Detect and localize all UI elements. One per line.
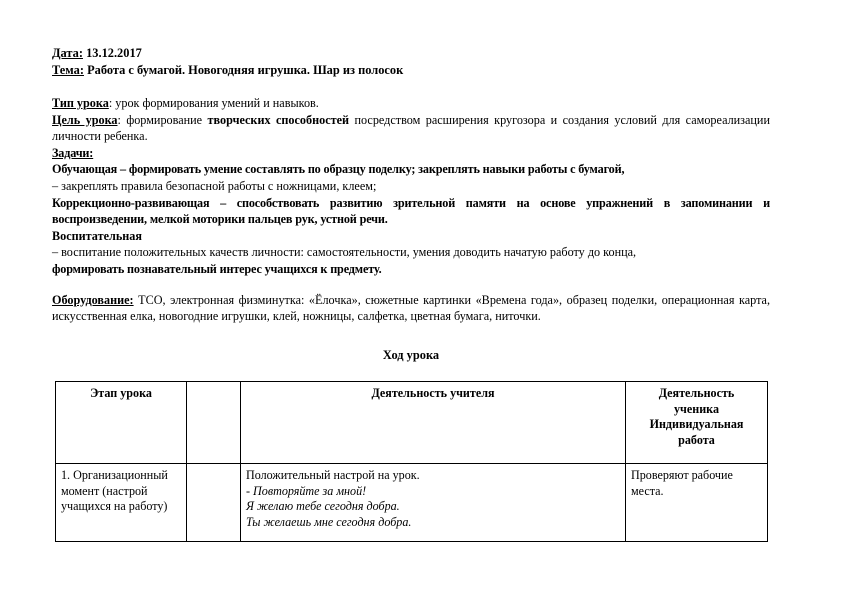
document-body <box>52 45 770 542</box>
column-header-blank <box>187 382 241 464</box>
date-line <box>52 45 770 62</box>
column-header-teacher-activity: Деятельность учителя <box>241 382 626 464</box>
cell-stage <box>56 464 187 542</box>
table-row <box>56 464 768 542</box>
cell-teacher-line-3: Я желаю тебе сегодня добра. <box>246 499 400 514</box>
topic-label: Тема: <box>52 63 84 77</box>
tasks-heading <box>52 145 770 162</box>
column-header-pupil-line-3: Индивидуальная <box>649 417 744 432</box>
lesson-goal-emphasis: творческих способностей <box>207 112 350 127</box>
task-item-vospitatelnaya: Воспитательная <box>52 228 142 243</box>
column-header-stage: Этап урока <box>56 382 187 464</box>
task-item-korrekcionno-razvivayushchaya: Коррекционно-развивающая – способствовать развитию зрительной памяти на основе упражнений в запоминании и воспроизведении, мелкой моторики пальцев рук, устной речи. <box>52 195 770 227</box>
task-item-obuchayushchaya: Обучающая – формировать умение составлять по образцу поделку; закреплять навыки работы с бумагой, <box>52 162 625 177</box>
task-item-cognitive-interest: формировать познавательный интерес учащихся к предмету. <box>52 261 382 276</box>
equipment-text: ТСО, электронная физминутка: «Ёлочка», сюжетные картинки «Времена года», образец поделки, операционная карта, искусственная елка, новогодние игрушки, клей, ножницы, салфетка, цветная бумага, ниточки. <box>52 292 770 324</box>
date-value: 13.12.2017 <box>86 46 142 60</box>
spacer-after-heading <box>52 79 770 95</box>
cell-teacher-activity <box>241 464 626 542</box>
cell-blank <box>187 464 241 542</box>
date-label: Дата: <box>52 46 83 60</box>
column-header-pupil-line-2: ученика <box>673 401 719 416</box>
cell-teacher-line-1: Положительный настрой на урок. <box>246 468 420 483</box>
cell-stage-line-3: учащихся на работу) <box>61 499 168 514</box>
cell-pupil-line-1: Проверяют рабочие <box>631 468 733 483</box>
cell-teacher-line-4: Ты желаешь мне сегодня добра. <box>246 514 412 529</box>
topic-value: Работа с бумагой. Новогодняя игрушка. Шар из полосок <box>87 63 404 77</box>
cell-pupil-line-2: места. <box>631 483 664 498</box>
lesson-flow-title: Ход урока <box>382 347 440 362</box>
cell-stage-line-1: 1. Организационный <box>61 468 168 483</box>
lesson-flow-table <box>55 381 768 542</box>
topic-line <box>52 62 770 79</box>
task-item-personal-qualities: – воспитание положительных качеств личности: самостоятельности, умения доводить начатую работу до конца, <box>52 245 637 260</box>
lesson-goal-suffix: посредством расширения кругозора и создания условий для самореализации личности ребенка. <box>52 112 770 144</box>
lesson-type-value: : урок формирования умений и навыков. <box>108 96 319 110</box>
spacer-before-equipment <box>52 278 770 292</box>
equipment-paragraph <box>52 292 770 325</box>
table-header-row <box>56 382 768 464</box>
cell-pupil-activity <box>626 464 768 542</box>
lesson-type-line <box>52 95 770 112</box>
lesson-goal-paragraph <box>52 112 770 145</box>
lesson-goal-prefix: : формирование <box>117 112 208 127</box>
tasks-heading-label: Задачи: <box>52 145 94 160</box>
cell-stage-line-2: момент (настрой <box>61 483 148 498</box>
equipment-label: Оборудование: <box>52 292 134 307</box>
lesson-goal-label: Цель урока <box>52 112 118 127</box>
column-header-pupil-activity <box>626 382 768 464</box>
cell-teacher-line-2: - Повторяйте за мной! <box>246 483 367 498</box>
column-header-pupil-line-4: работа <box>678 432 715 447</box>
task-item-safety-rules: – закреплять правила безопасной работы с ножницами, клеем; <box>52 178 377 193</box>
column-header-pupil-line-1: Деятельность <box>658 386 735 401</box>
lesson-type-label: Тип урока <box>52 96 109 110</box>
